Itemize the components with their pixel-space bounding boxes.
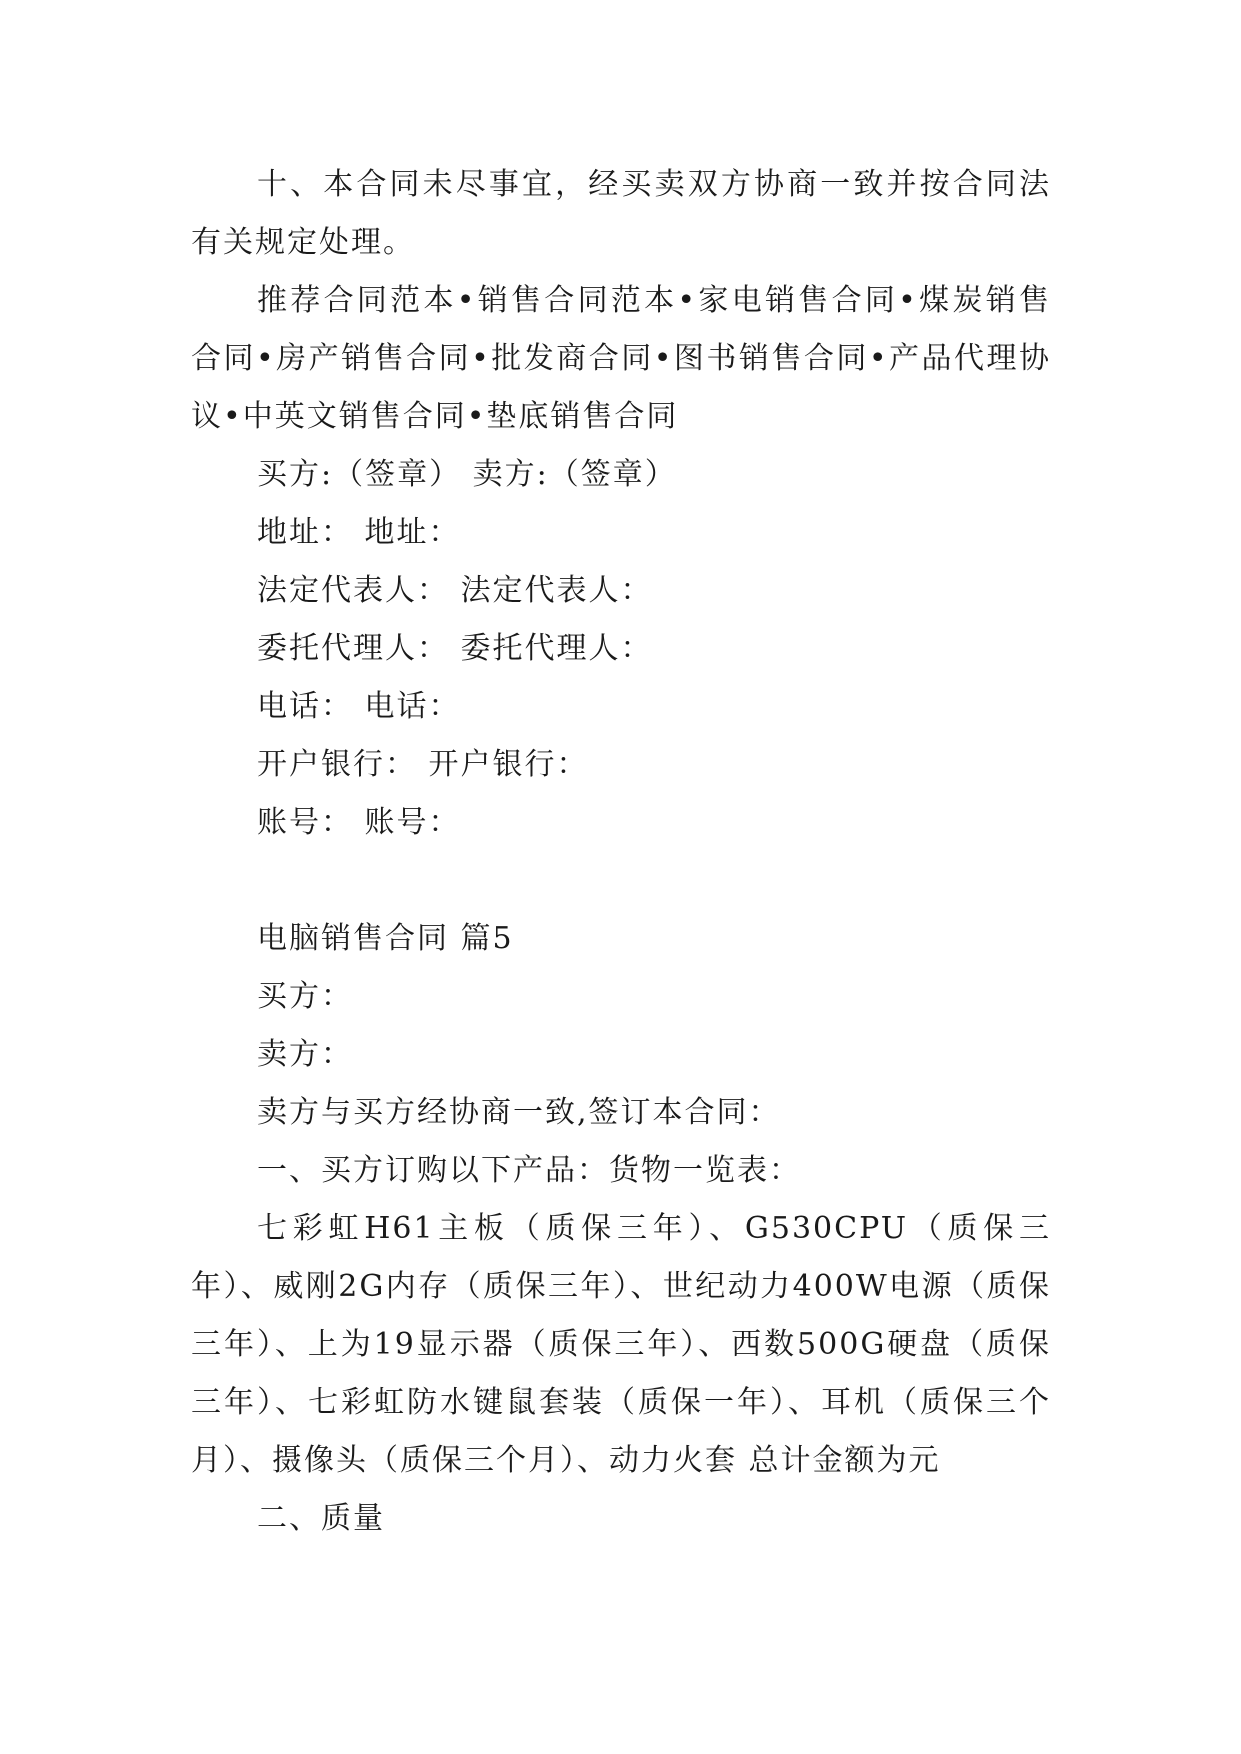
section-title: 电脑销售合同 篇5 [257, 921, 514, 956]
phone-line: 电话： 电话： [257, 689, 461, 724]
authorized-agent-line: 委托代理人： 委托代理人： [257, 631, 653, 666]
clause-ten: 十、本合同未尽事宜，经买卖双方协商一致并按合同法有关规定处理。 [191, 167, 1051, 260]
clause-one-heading: 一、买方订购以下产品：货物一览表： [257, 1153, 801, 1188]
clause-two-heading: 二、质量 [257, 1501, 385, 1536]
bank-line: 开户银行： 开户银行： [257, 747, 589, 782]
section-spacer [191, 852, 1051, 910]
legal-representative-line: 法定代表人： 法定代表人： [257, 573, 653, 608]
document-body [191, 156, 1051, 1548]
goods-list: 七彩虹H61主板（质保三年）、G530CPU（质保三年）、威刚2G内存（质保三年）、世纪动力400W电源（质保三年）、上为19显示器（质保三年）、西数500G硬盘（质保三年）、七彩虹防水键鼠套装（质保一年）、耳机（质保三个月）、摄像头（质保三个月）、动力火套 总计金额为元 [191, 1211, 1051, 1478]
buyer-line: 买方： [257, 979, 353, 1014]
account-line: 账号： 账号： [257, 805, 461, 840]
signature-line: 买方:（签章） 卖方:（签章） [257, 457, 677, 492]
seller-line: 卖方： [257, 1037, 353, 1072]
agreement-intro: 卖方与买方经协商一致,签订本合同： [257, 1095, 781, 1130]
recommended-templates: 推荐合同范本•销售合同范本•家电销售合同•煤炭销售合同•房产销售合同•批发商合同•图书销售合同•产品代理协议•中英文销售合同•垫底销售合同 [191, 283, 1051, 434]
address-line: 地址： 地址： [257, 515, 461, 550]
